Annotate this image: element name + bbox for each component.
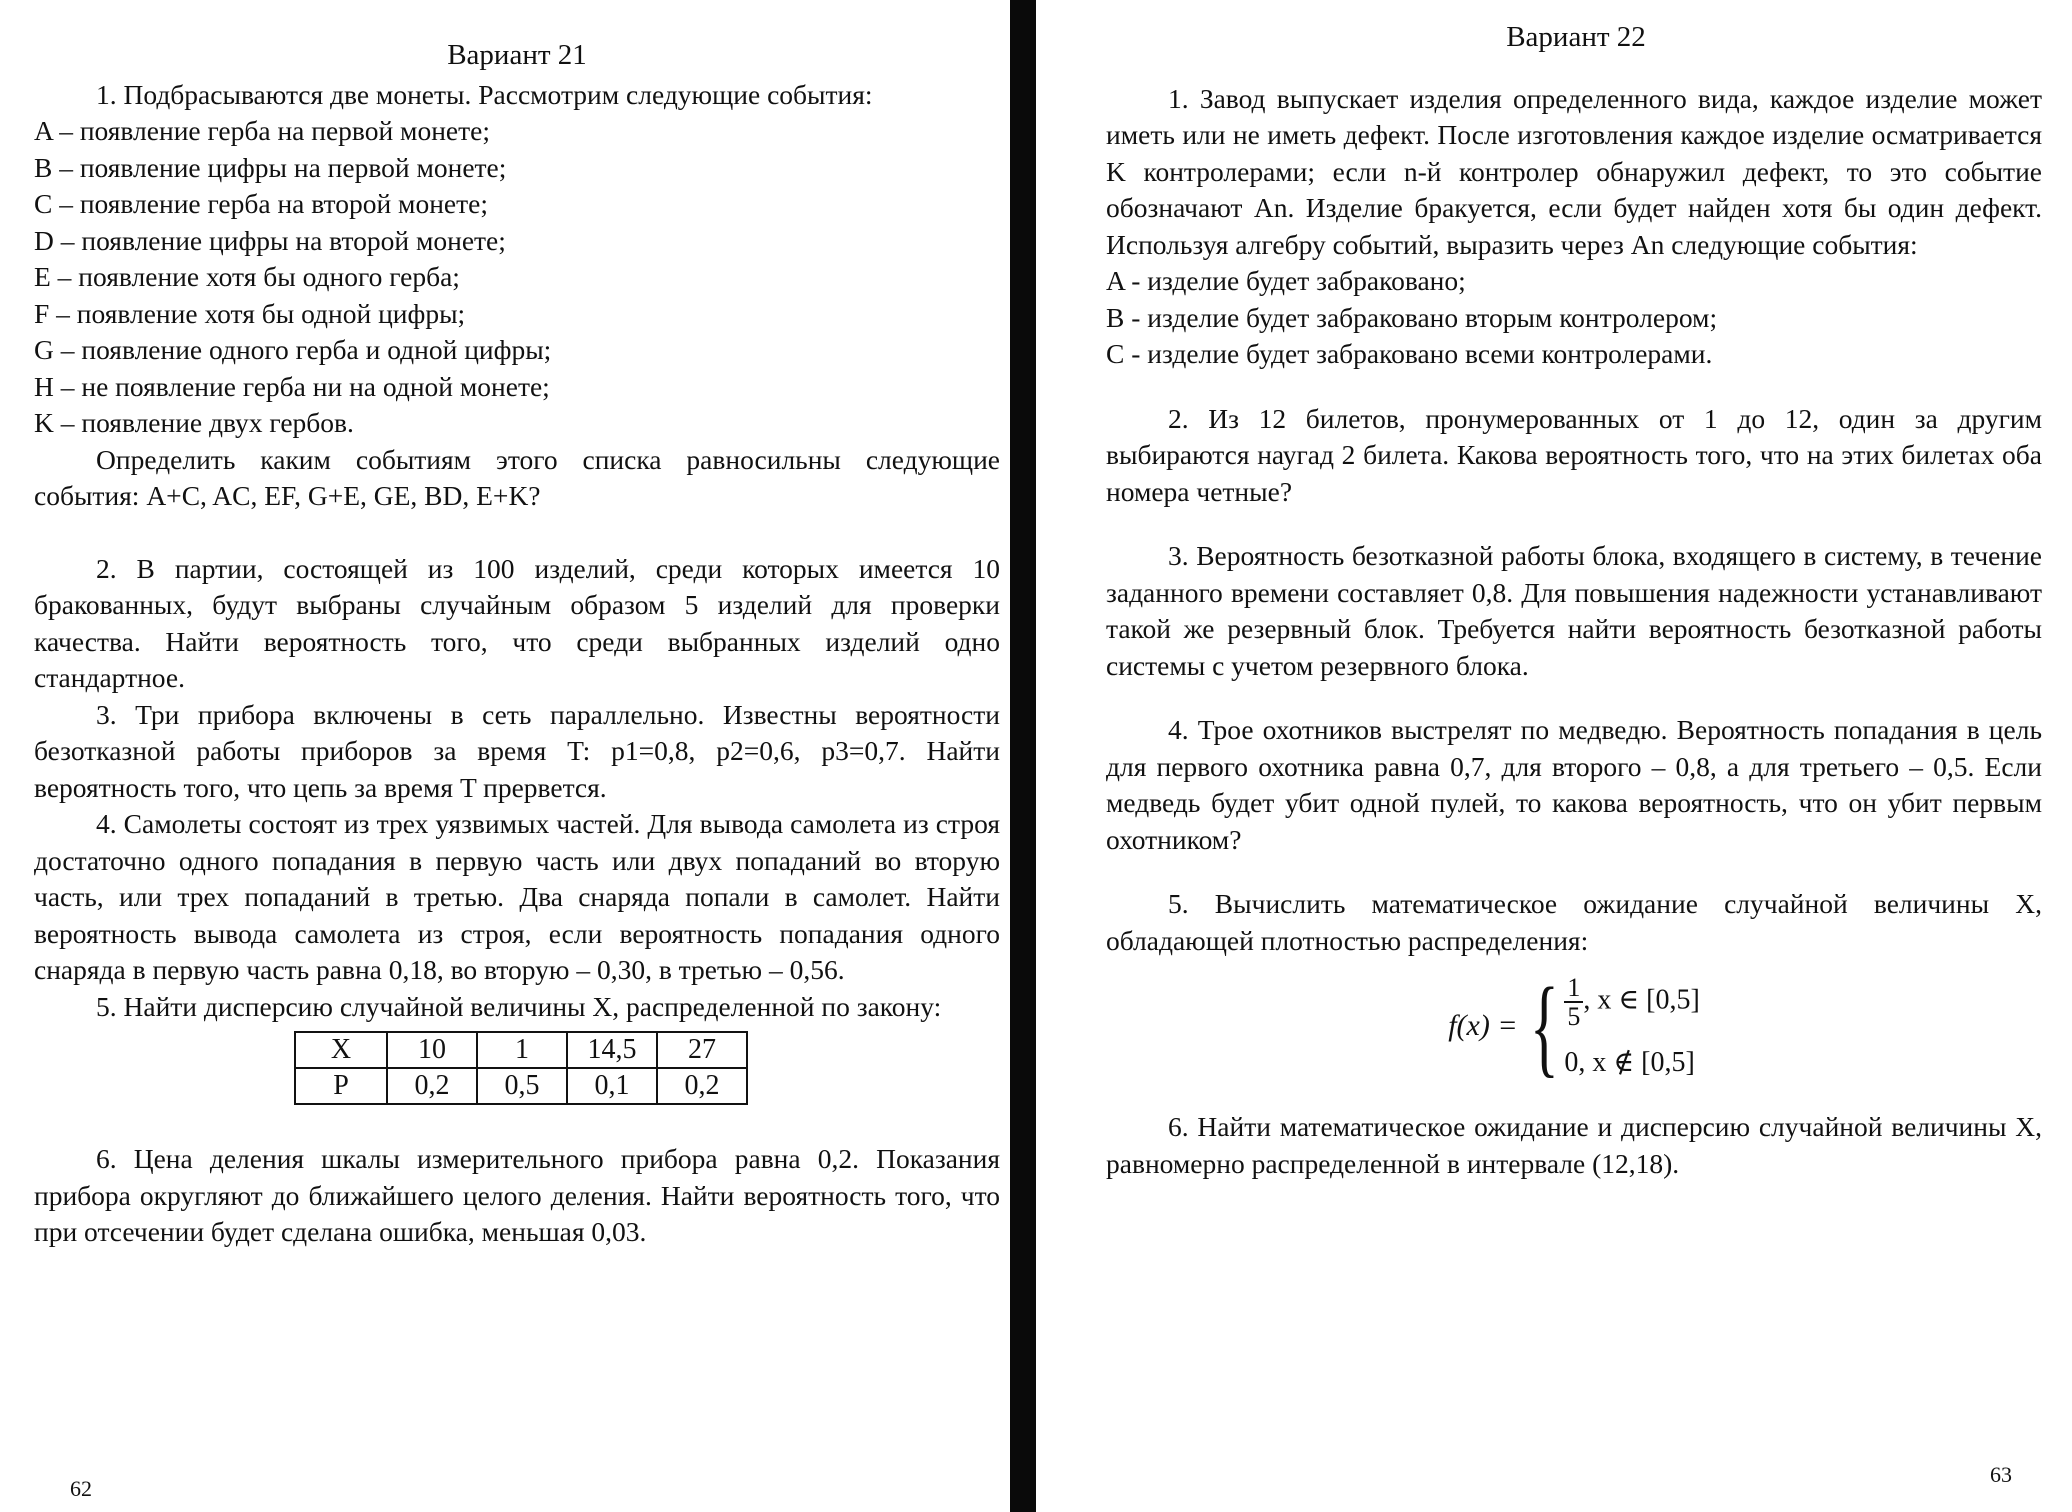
formula-case-1 (1564, 974, 1699, 1031)
event-item: B – появление цифры на первой монете; (34, 151, 507, 183)
formula-case-1-condition: , x ∈ [0,5] (1583, 984, 1700, 1016)
right-task-3: 3. Вероятность безотказной работы блока, входящего в систему, в течение заданного времени составляет 0,8. Для повышения надежности устанавливают такой же резервный блок. Требуется найти вероятность безотказной работы системы с учетом резервного блока. (1106, 540, 2042, 681)
fraction-numerator: 1 (1564, 974, 1583, 1003)
formula-case-2: 0, x ∉ [0,5] (1564, 1046, 1695, 1078)
distribution-table (294, 1031, 748, 1105)
event-item: H – не появление герба ни на одной монете; (34, 370, 550, 402)
event-item: K – появление двух гербов. (34, 407, 354, 439)
right-task-6: 6. Найти математическое ожидание и дисперсию случайной величины X, равномерно распределенной в интервале (12,18). (1106, 1111, 2042, 1179)
event-item: C – появление герба на второй монете; (34, 188, 488, 220)
table-cell: 1 (477, 1032, 567, 1068)
event-item: G – появление одного герба и одной цифры; (34, 334, 552, 366)
fraction-denominator: 5 (1567, 1002, 1581, 1032)
table-cell: 14,5 (567, 1032, 657, 1068)
event-item: F – появление хотя бы одной цифры; (34, 297, 466, 329)
right-page (1068, 0, 2072, 1512)
right-page-title: Вариант 22 (1506, 21, 1646, 53)
left-task-1 (34, 77, 1010, 515)
left-brace-icon: { (1529, 965, 1559, 1088)
right-task-5: 5. Вычислить математическое ожидание случайной величины X, обладающей плотностью распределения: (1106, 888, 2042, 956)
right-task-1-event-list (1106, 263, 2072, 373)
fraction (1564, 974, 1583, 1031)
book-spine-shadow (1010, 0, 1036, 1512)
formula-lhs: f(x) = (1448, 1009, 1518, 1043)
left-task-5: 5. Найти дисперсию случайной величины X, распределенной по закону: (96, 990, 942, 1022)
left-task-1-intro: 1. Подбрасываются две монеты. Рассмотрим следующие события: (96, 78, 873, 110)
table-cell: 27 (657, 1032, 747, 1068)
left-task-6: 6. Цена деления шкалы измерительного прибора равна 0,2. Показания прибора округляют до ближайшего целого деления. Найти вероятность того, что при отсечении будет сделана ошибка, меньшая 0,03. (34, 1143, 1000, 1248)
right-page-number: 63 (1990, 1462, 2012, 1487)
left-task-1-question: Определить каким событиям этого списка равносильны следующие события: A+C, AC, EF, G+E, GE, BD, E+K? (34, 443, 1000, 512)
right-task-1-intro: 1. Завод выпускает изделия определенного вида, каждое изделие может иметь или не иметь дефект. После изготовления каждое изделие осматривается K контролерами; если n-й контролер обнаружил дефект, то это событие обозначают An. Изделие бракуется, если будет найден хотя бы один дефект. Используя алгебру событий, выразить через An следующие события: (1106, 82, 2042, 260)
right-task-1 (1106, 81, 2072, 373)
event-item: B - изделие будет забраковано вторым контролером; (1106, 301, 1718, 333)
event-item: A - изделие будет забраковано; (1106, 265, 1466, 297)
table-cell: 0,2 (657, 1068, 747, 1104)
left-task-3: 3. Три прибора включены в сеть параллельно. Известны вероятности безотказной работы приборов за время T: p1=0,8, p2=0,6, p3=0,7. Найти вероятность того, что цепь за время T прервется. (34, 698, 1000, 803)
density-formula (1106, 965, 2042, 1088)
left-page-title: Вариант 21 (447, 39, 587, 71)
event-item: E – появление хотя бы одного герба; (34, 261, 460, 293)
left-task-4: 4. Самолеты состоят из трех уязвимых частей. Для вывода самолета из строя достаточно одного попадания в первую часть или двух попаданий во вторую часть, или трех попаданий в третью. Два снаряда попали в самолет. Найти вероятность вывода самолета из строя, если вероятность попадания одного снаряда в первую часть равна 0,18, во вторую – 0,30, в третью – 0,56. (34, 808, 1000, 986)
event-item: D – появление цифры на второй монете; (34, 224, 506, 256)
table-row-x (295, 1032, 747, 1068)
right-task-2: 2. Из 12 билетов, пронумерованных от 1 до 12, один за другим выбираются наугад 2 билета. Какова вероятность того, что на этих билетах оба номера четные? (1106, 402, 2042, 507)
table-cell: 10 (387, 1032, 477, 1068)
table-cell: 0,1 (567, 1068, 657, 1104)
table-row-p (295, 1068, 747, 1104)
table-cell: 0,2 (387, 1068, 477, 1104)
table-cell: 0,5 (477, 1068, 567, 1104)
formula-cases (1564, 974, 1699, 1079)
left-task-1-event-list (34, 113, 1010, 442)
left-page-number: 62 (70, 1476, 92, 1501)
right-task-4: 4. Трое охотников выстрелят по медведю. Вероятность попадания в цель для первого охотника равна 0,7, для второго – 0,8, а для третьего – 0,5. Если медведь будет убит одной пулей, то какова вероятность, что он убит первым охотником? (1106, 714, 2042, 855)
event-item: C - изделие будет забраковано всеми контролерами. (1106, 338, 1713, 370)
table-cell: P (295, 1068, 387, 1104)
left-page (0, 0, 1010, 1512)
left-task-2: 2. В партии, состоящей из 100 изделий, среди которых имеется 10 бракованных, будут выбраны случайным образом 5 изделий для проверки качества. Найти вероятность того, что среди выбранных изделий одно стандартное. (34, 552, 1000, 694)
table-cell: X (295, 1032, 387, 1068)
event-item: A – появление герба на первой монете; (34, 115, 490, 147)
